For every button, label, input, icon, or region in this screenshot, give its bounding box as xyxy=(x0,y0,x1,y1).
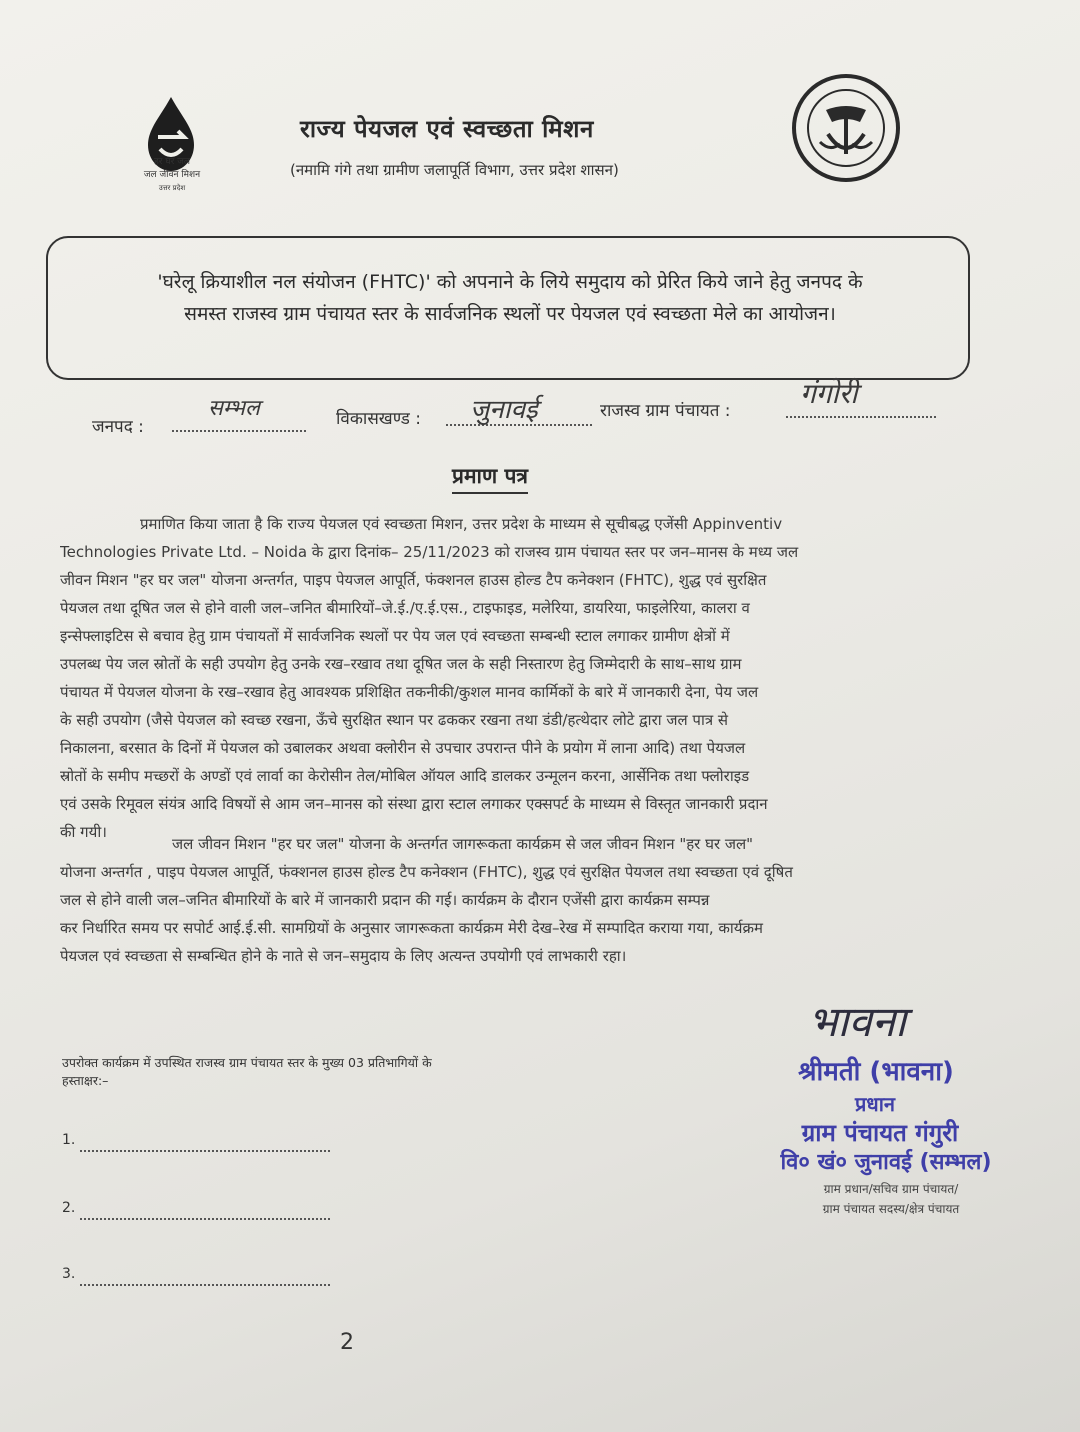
participants-note xyxy=(62,1054,622,1090)
handwritten-signature: भावना xyxy=(808,997,906,1046)
para2-line: जल से होने वाली जल–जनित बीमारियों के बारे में जानकारी प्रदान की गई। कार्यक्रम के दौरान एजेंसी द्वारा कार्यक्रम सम्पन्न xyxy=(60,891,710,909)
panchayat-label: राजस्व ग्राम पंचायत : xyxy=(600,401,731,421)
district-dotted-line xyxy=(172,428,306,432)
para1-line: के सही उपयोग (जैसे पेयजल को स्वच्छ रखना, ऊँचे सुरक्षित स्थान पर ढककर रखना तथा डंडी/हत्थेदार लोटे द्वारा जल पात्र से xyxy=(60,711,729,729)
para1-line: स्रोतों के समीप मच्छरों के अण्डों एवं लार्वा का केरोसीन तेल/मोबिल ऑयल आदि डालकर उन्मूलन करना, आर्सेनिक तथा फ्लोराइड xyxy=(60,767,750,785)
para1-line: उपलब्ध पेय जल स्रोतों के सही उपयोग हेतु उनके रख–रखाव तथा दूषित जल के सही निस्तारण हेतु जिम्मेदारी के साथ–साथ ग्राम xyxy=(60,655,742,673)
page-mark: 2 xyxy=(340,1330,354,1355)
para2-line: कर निर्धारित समय पर सपोर्ट आई.ई.सी. सामग्रियों के अनुसार जागरूकता कार्यक्रम मेरी देख–रेख में सम्पादित कराया गया, कार्यक्रम xyxy=(60,919,763,937)
panchayat-dotted-line xyxy=(786,414,936,418)
notice-text xyxy=(60,266,960,330)
mission-title: राज्य पेयजल एवं स्वच्छता मिशन xyxy=(300,115,594,143)
jal-jeevan-mission-logo xyxy=(122,95,222,205)
para1-line: की गयी। xyxy=(60,823,107,841)
stamp-block: वि० खं० जुनावई (सम्भल) xyxy=(780,1150,992,1175)
certificate-paragraph-2 xyxy=(60,830,1020,970)
stamp-role: प्रधान xyxy=(855,1092,895,1116)
para1-line: इन्सेफ्लाइटिस से बचाव हेतु ग्राम पंचायतों में सार्वजनिक स्थलों पर पेय जल एवं स्वच्छता सम्बन्धी स्टाल लगाकर ग्रामीण क्षेत्रों में xyxy=(60,627,730,645)
participant-number-1: 1. xyxy=(62,1132,76,1148)
participants-note-line-2: हस्ताक्षर:– xyxy=(62,1073,109,1088)
participant-number-2: 2. xyxy=(62,1200,76,1216)
block-label: विकासखण्ड : xyxy=(336,409,422,429)
para1-line: Technologies Private Ltd. – Noida के द्वारा दिनांक– 25/11/2023 को राजस्व ग्राम पंचायत स्तर पर जन–मानस के मध्य जल xyxy=(60,543,799,561)
stamp-panchayat: ग्राम पंचायत गंगुरी xyxy=(801,1119,959,1147)
para2-line: योजना अन्तर्गत , पाइप पेयजल आपूर्ति, फंक्शनल हाउस होल्ड टैप कनेक्शन (FHTC), शुद्ध एवं सुरक्षित पेयजल तथा स्वच्छता एवं दूषित xyxy=(60,863,793,881)
stamp-subtitle-2: ग्राम पंचायत सदस्य/क्षेत्र पंचायत xyxy=(822,1202,960,1216)
para1-line: पंचायत में पेयजल योजना के रख–रखाव हेतु आवश्यक प्रशिक्षित तकनीकी/कुशल मानव कार्मिकों के बारे में जानकारी देना, पेय जल xyxy=(60,683,759,701)
certificate-paragraph-1 xyxy=(60,510,1020,846)
participant-line-2 xyxy=(80,1216,330,1220)
logo-caption-2: जल जीवन मिशन xyxy=(143,170,201,180)
para1-line: पेयजल तथा दूषित जल से होने वाली जल–जनित बीमारियों–जे.ई./ए.ई.एस., टाइफाइड, मलेरिया, डायरिया, फाइलेरिया, कालरा व xyxy=(60,599,750,617)
logo-caption-1: हर घर जल xyxy=(154,157,190,167)
para1-line: एवं उसके रिमूवल संयंत्र आदि विषयों से आम जन–मानस को संस्था द्वारा स्टाल लगाकर एक्सपर्ट के माध्यम से विस्तृत जानकारी प्रदान xyxy=(60,795,768,813)
panchayat-value: गंगोरी xyxy=(800,377,858,410)
block-value: जुनावई xyxy=(470,395,538,425)
notice-line-2: समस्त राजस्व ग्राम पंचायत स्तर के सार्वजनिक स्थलों पर पेयजल एवं स्वच्छता मेले का आयोजन। xyxy=(184,303,836,325)
participant-line-1 xyxy=(80,1148,330,1152)
participants-note-line-1: उपरोक्त कार्यक्रम में उपस्थित राजस्व ग्राम पंचायत स्तर के मुख्य 03 प्रतिभागियों के xyxy=(62,1055,432,1070)
para2-line: जल जीवन मिशन "हर घर जल" योजना के अन्तर्गत जागरूकता कार्यक्रम से जल जीवन मिशन "हर घर जल" xyxy=(172,835,754,853)
para2-line: पेयजल एवं स्वच्छता से सम्बन्धित होने के नाते से जन–समुदाय के लिए अत्यन्त उपयोगी एवं लाभकारी रहा। xyxy=(60,947,627,965)
para1-line: निकालना, बरसात के दिनों में पेयजल को उबालकर अथवा क्लोरीन से उपचार उपरान्त पीने के प्रयोग में लाना आदि) तथा पेयजल xyxy=(60,739,746,757)
notice-line-1: 'घरेलू क्रियाशील नल संयोजन (FHTC)' को अपनाने के लिये समुदाय को प्रेरित किये जाने हेतु जनपद के xyxy=(157,271,863,293)
mission-subtitle: (नमामि गंगे तथा ग्रामीण जलापूर्ति विभाग, उत्तर प्रदेश शासन) xyxy=(290,161,619,179)
district-value: सम्भल xyxy=(208,396,260,421)
para1-line: प्रमाणित किया जाता है कि राज्य पेयजल एवं स्वच्छता मिशन, उत्तर प्रदेश के माध्यम से सूचीबद्ध एजेंसी Appinventiv xyxy=(140,515,783,533)
stamp-name: श्रीमती (भावना) xyxy=(798,1057,954,1087)
participant-number-3: 3. xyxy=(62,1266,76,1282)
certificate-heading: प्रमाण पत्र xyxy=(452,462,528,494)
participant-line-3 xyxy=(80,1282,330,1286)
logo-caption-3: उत्तर प्रदेश xyxy=(158,184,186,192)
district-label: जनपद : xyxy=(92,417,144,437)
para1-line: जीवन मिशन "हर घर जल" योजना अन्तर्गत, पाइप पेयजल आपूर्ति, फंक्शनल हाउस होल्ड टैप कनेक्शन (FHTC), शुद्ध एवं सुरक्षित xyxy=(60,571,767,589)
up-state-emblem-icon xyxy=(790,72,902,184)
stamp-subtitle-1: ग्राम प्रधान/सचिव ग्राम पंचायत/ xyxy=(823,1182,959,1196)
